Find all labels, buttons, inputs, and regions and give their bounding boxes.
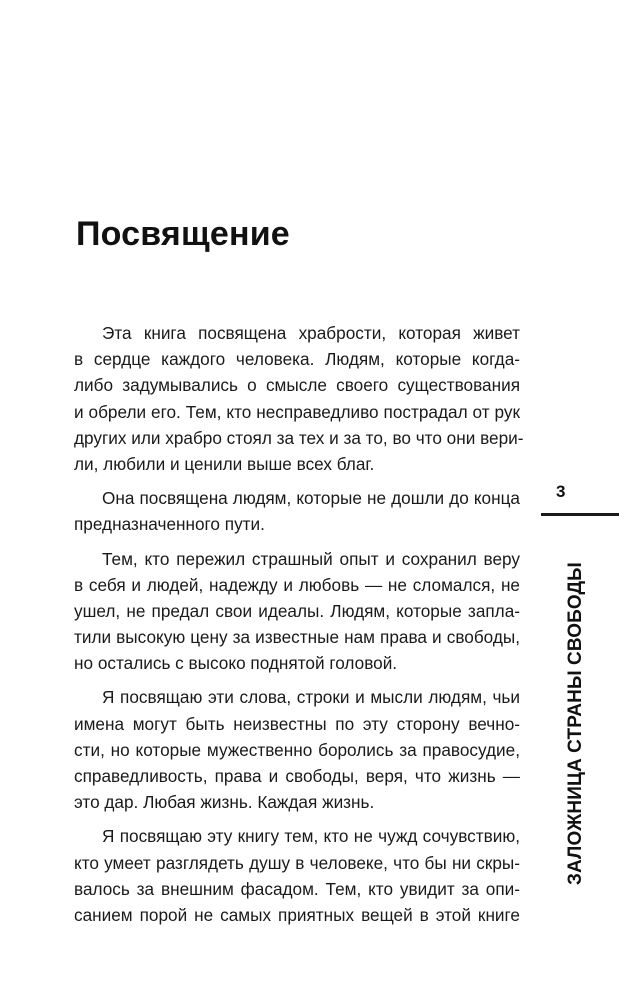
text-line: Я посвящаю эти слова, строки и мысли людям, чьи — [102, 687, 520, 708]
dedication-text — [74, 320, 524, 936]
text-line: имена могут быть неизвестны по эту сторону вечно- — [74, 713, 520, 734]
page-number: 3 — [556, 482, 566, 501]
paragraph-4 — [74, 684, 520, 815]
text-line: предназначенного пути. — [74, 514, 265, 535]
text-line: сти, но которые мужественно боролись за правосудие, — [74, 739, 520, 760]
text-line: Она посвящена людям, которые не дошли до конца — [102, 488, 520, 509]
text-line: ли, любили и ценили выше всех благ. — [74, 453, 375, 474]
text-line: и обрели его. Тем, кто несправедливо пострадал от рук — [74, 401, 520, 422]
chapter-heading: Посвящение — [76, 215, 290, 253]
text-line: в себя и людей, надежду и любовь — не сломался, не — [74, 574, 520, 595]
text-line: кто умеет разглядеть душу в человеке, что бы ни скры- — [74, 852, 520, 873]
text-line: справедливость, права и свободы, веря, что жизнь — — [74, 766, 520, 786]
text-line: Я посвящаю эту книгу тем, кто не чужд сочувствию, — [102, 826, 520, 847]
text-line: других или храбро стоял за тех и за то, во что они вери- — [74, 427, 524, 448]
text-line: но остались с высоко поднятой головой. — [74, 653, 398, 674]
text-line: санием порой не самых приятных вещей в этой книге — [74, 904, 520, 925]
text-line: ушел, не предал свои идеалы. Людям, которые запла- — [74, 600, 520, 621]
text-line: валось за внешним фасадом. Тем, кто увидит за опи- — [74, 878, 520, 899]
side-divider-rule — [541, 513, 619, 516]
text-line: Тем, кто пережил страшный опыт и сохранил веру — [102, 548, 520, 569]
text-line: это дар. Любая жизнь. Каждая жизнь. — [74, 792, 375, 813]
text-line: в сердце каждого человека. Людям, которые когда- — [74, 349, 520, 370]
paragraph-1 — [74, 320, 524, 477]
paragraph-2 — [74, 485, 520, 537]
paragraph-5 — [74, 823, 520, 928]
text-line: тили высокую цену за известные нам права и свободы, — [74, 627, 520, 648]
text-line: либо задумывались о смысле своего существования — [74, 375, 520, 396]
running-title: ЗАЛОЖНИЦА СТРАНЫ СВОБОДЫ — [565, 562, 586, 885]
text-line: Эта книга посвящена храбрости, которая живет — [102, 323, 520, 343]
paragraph-3 — [74, 546, 520, 677]
